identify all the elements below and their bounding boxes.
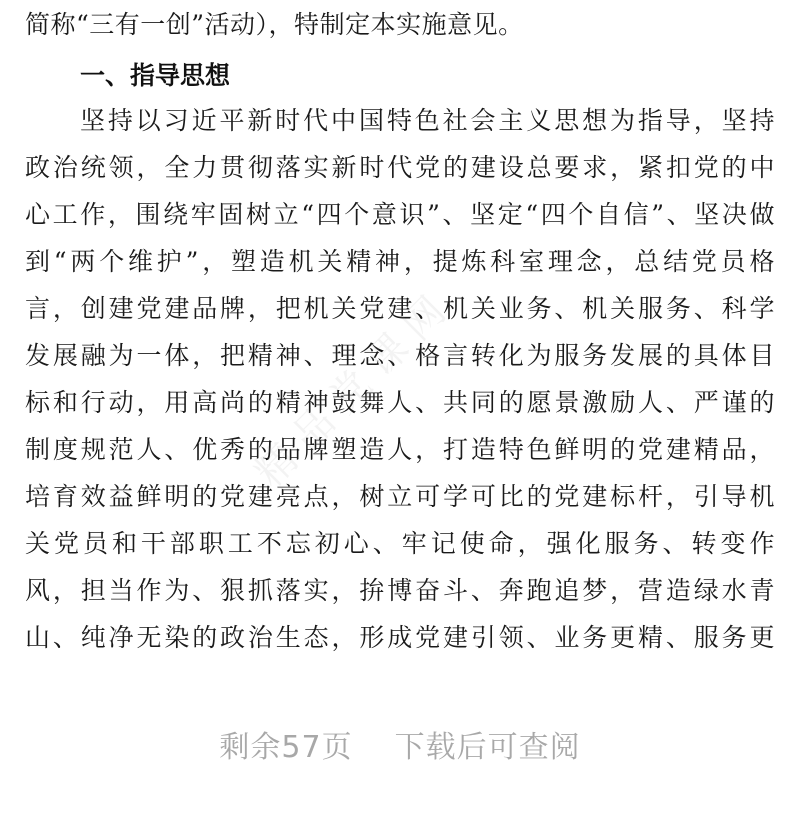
text-line-13: 风，担当作为、狠抓落实，拚博奋斗、奔跑追梦，营造绿水青: [25, 576, 775, 605]
text-line-4: 政治统领，全力贯彻落实新时代党的建设总要求，紧扣党的中: [25, 153, 775, 182]
text-line-11: 培育效益鲜明的党建亮点，树立可学可比的党建标杆，引导机: [25, 482, 775, 511]
remaining-pages-label: 剩余57页: [219, 730, 353, 765]
watermark: 精品党课网: [246, 279, 464, 497]
text-line-7: 言，创建党建品牌，把机关党建、机关业务、机关服务、科学: [25, 294, 775, 323]
section-heading: 一、指导思想: [80, 61, 231, 90]
text-line-9: 标和行动，用高尚的精神鼓舞人、共同的愿景激励人、严谨的: [25, 388, 775, 417]
text-line-14: 山、纯净无染的政治生态，形成党建引领、业务更精、服务更: [25, 623, 775, 652]
remaining-pages-banner[interactable]: [0, 722, 800, 766]
text-line-1: 简称“三有一创”活动），特制定本实施意见。: [25, 10, 524, 39]
text-line-12: 关党员和干部职工不忘初心、牢记使命，强化服务、转变作: [25, 529, 775, 558]
download-to-view-label: 下载后可查阅: [394, 730, 581, 765]
text-line-5: 心工作，围绕牢固树立“四个意识”、坚定“四个自信”、坚决做: [25, 200, 775, 229]
text-line-6: 到“两个维护”，塑造机关精神，提炼科室理念，总结党员格: [25, 247, 775, 276]
text-line-10: 制度规范人、优秀的品牌塑造人，打造特色鲜明的党建精品，: [25, 435, 775, 464]
text-line-3: 坚持以习近平新时代中国特色社会主义思想为指导，坚持: [80, 106, 775, 135]
text-line-8: 发展融为一体，把精神、理念、格言转化为服务发展的具体目: [25, 341, 775, 370]
